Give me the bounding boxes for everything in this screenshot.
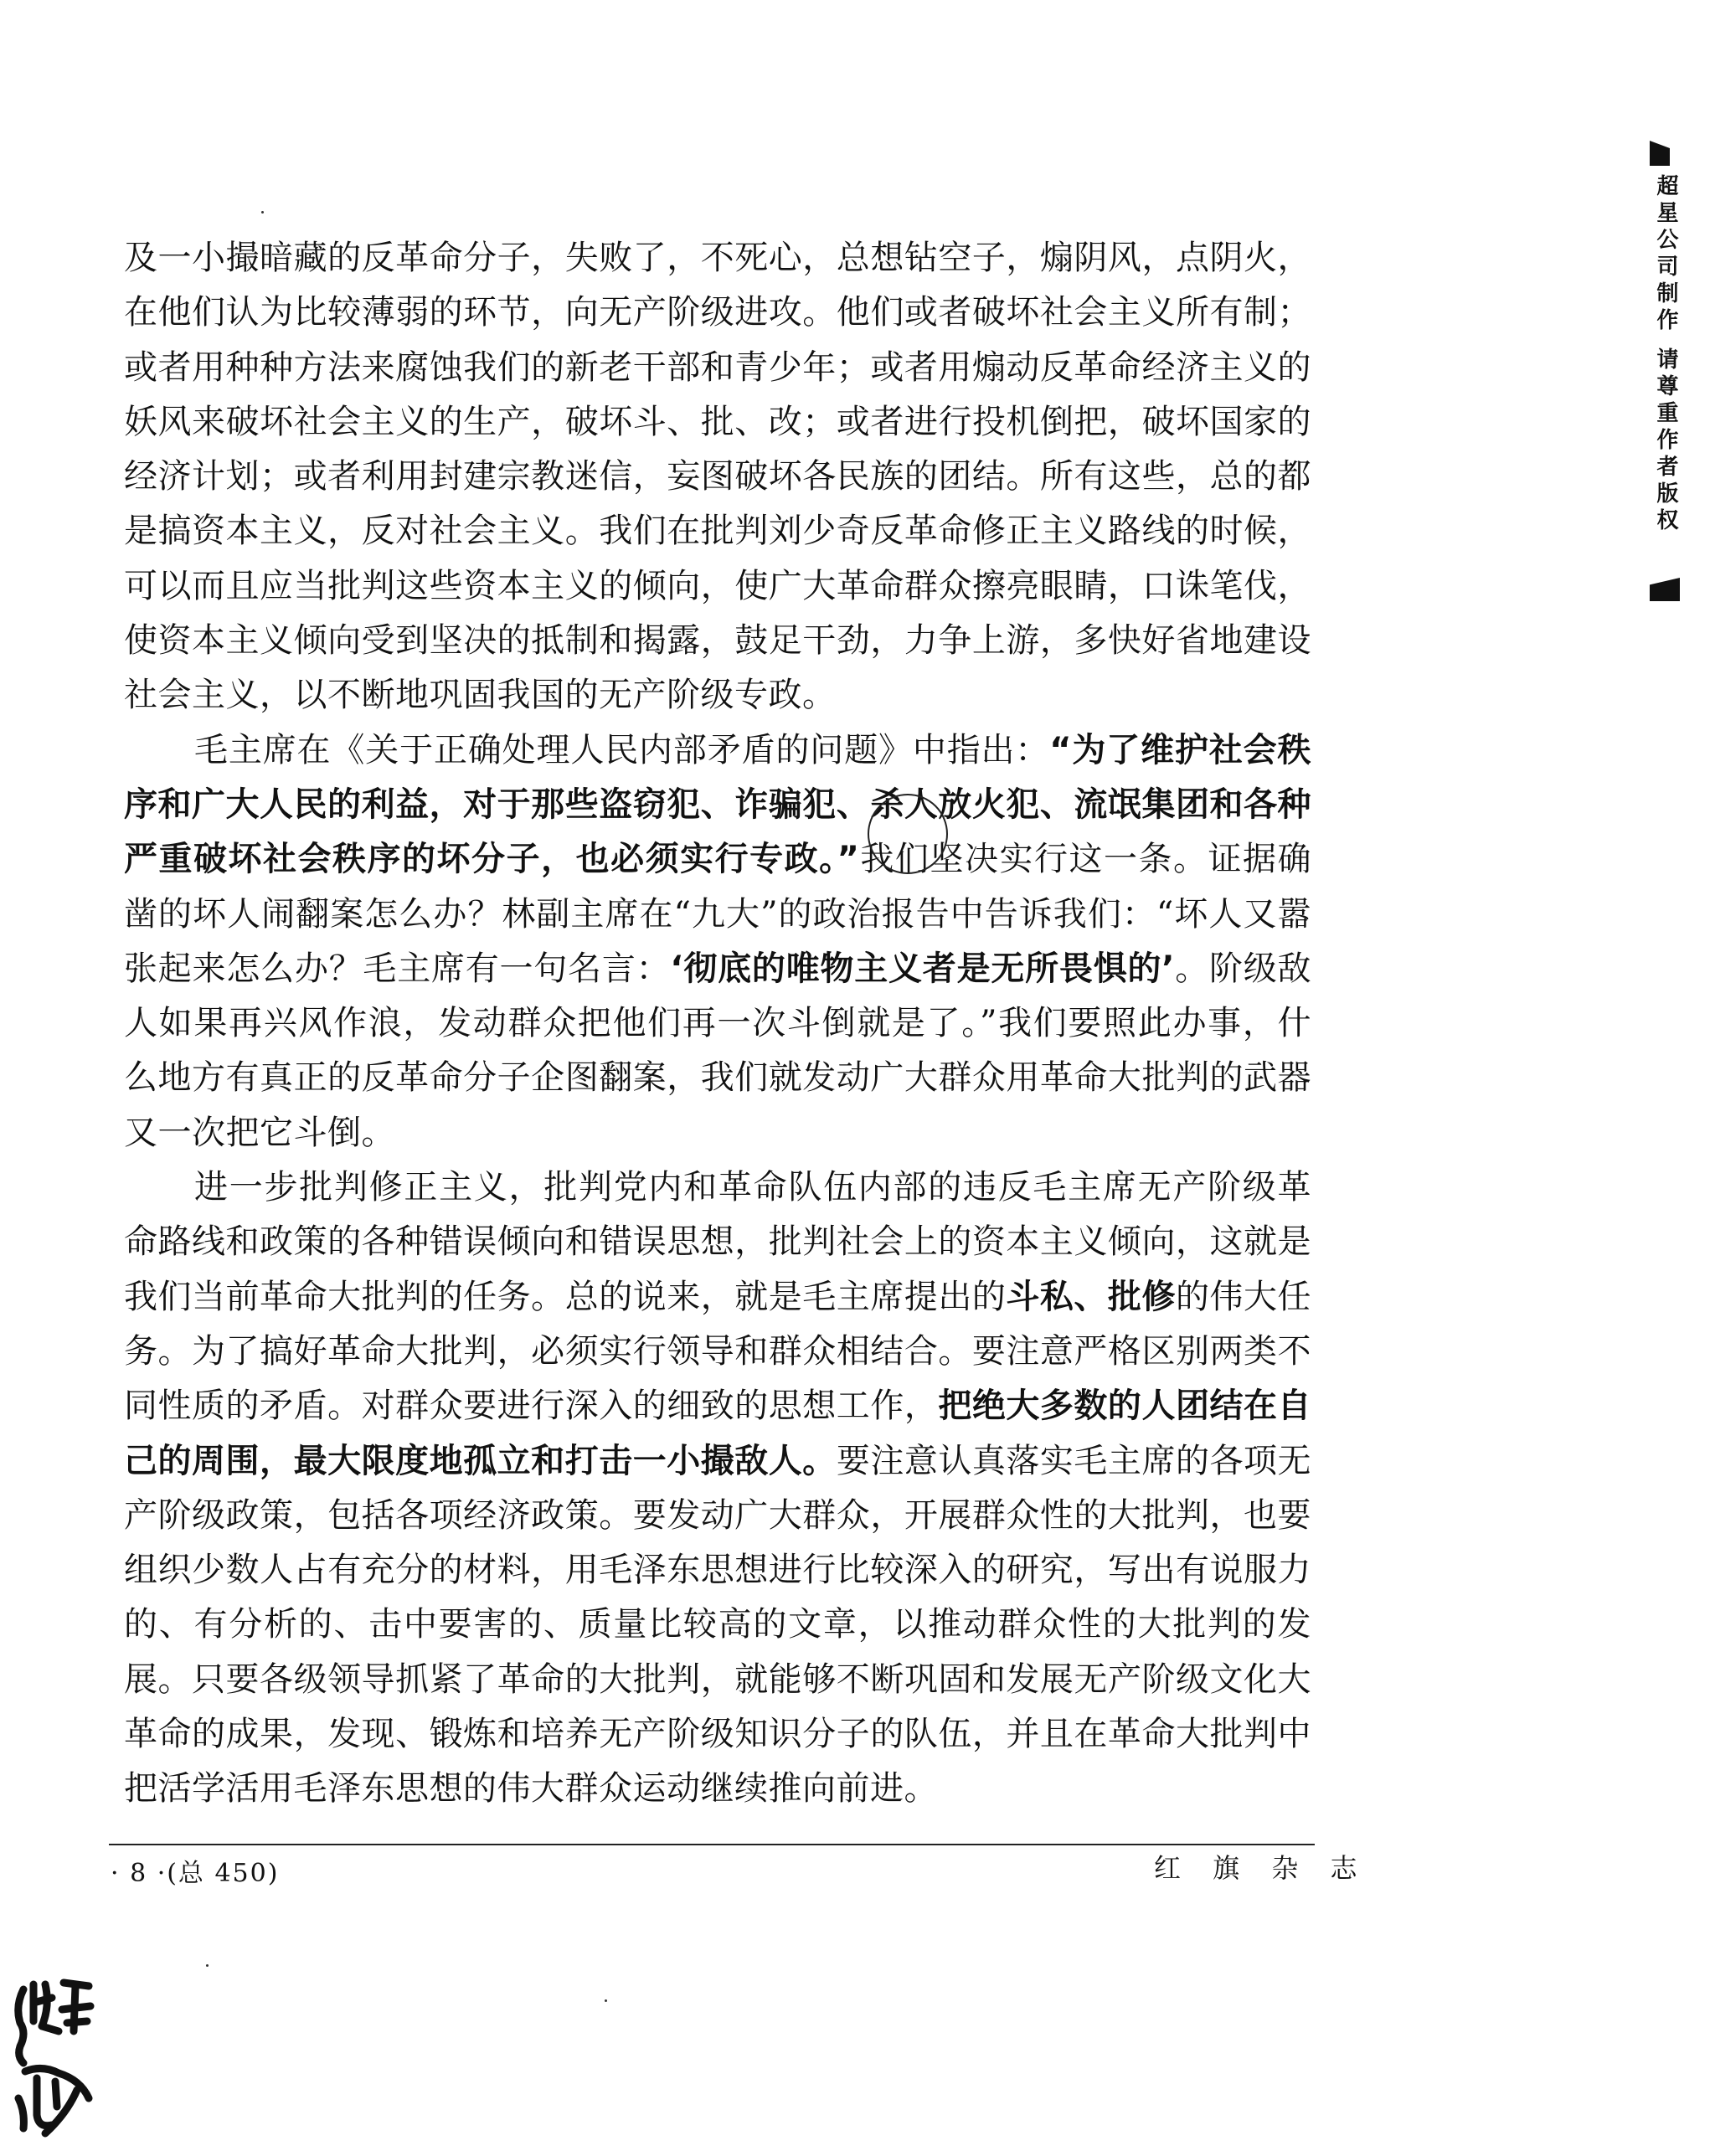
copyright-notice: 超星公司制作 请尊重作者版权 [1653,174,1678,536]
scan-speck [605,1999,607,2002]
journal-name: 红 旗 杂 志 [1154,1852,1369,1884]
paragraph-3-text-b: 的伟大任务。为了搞好革命大批判，必须实行领导和群众相结合。要注意严格区别两类不同性质的矛盾。对群众要进行深入的细致的思想工作， [124,1277,1312,1426]
page-number: · 8 ·(总 450) [111,1859,280,1888]
footer-rule [109,1844,1315,1845]
paragraph-2-maxim-bold: ‘彻底的唯物主义者是无所畏惧的’ [670,949,1175,988]
copyright-side-strip [1648,141,1698,601]
scan-speck [261,211,264,214]
side-strip-bottom-marker [1650,578,1680,601]
article-body [124,231,1311,1817]
paragraph-3 [124,1160,1311,1817]
seal-stamp-icon [8,1973,102,2140]
paragraph-3-slogan-bold: 斗私、批修 [1006,1277,1176,1316]
paragraph-2-text-b: 我们坚决实行这一条。证据确凿的坏人闹翻案怎么办？林副主席在“九大”的政治报告中告诉我们：“坏人又嚣张起来怎么办？毛主席有一句名言： [124,840,1311,988]
paragraph-3-text-c: 要注意认真落实毛主席的各项无产阶级政策，包括各项经济政策。要发动广大群众，开展群众性的大批判，也要组织少数人占有充分的材料，用毛泽东思想进行比较深入的研究，写出有说服力的、有分析的、击中要害的、质量比较高的文章，以推动群众性的大批判的发展。只要各级领导抓紧了革命的大批判，就能够不断巩固和发展无产阶级文化大革命的成果，发现、锻炼和培养无产阶级知识分子的队伍，并且在革命大批判中把活学活用毛泽东思想的伟大群众运动继续推向前进。 [124,1441,1312,1809]
paragraph-1: 及一小撮暗藏的反革命分子，失败了，不死心，总想钻空子，煽阴风，点阴火，在他们认为比较薄弱的环节，向无产阶级进攻。他们或者破坏社会主义所有制；或者用种种方法来腐蚀我们的新老干部和青少年；或者用煽动反革命经济主义的妖风来破坏社会主义的生产，破坏斗、批、改；或者进行投机倒把，破坏国家的经济计划；或者利用封建宗教迷信，妄图破坏各民族的团结。所有这些，总的都是搞资本主义，反对社会主义。我们在批判刘少奇反革命修正主义路线的时候，可以而且应当批判这些资本主义的倾向，使广大革命群众擦亮眼睛，口诛笔伐，使资本主义倾向受到坚决的抵制和揭露，鼓足干劲，力争上游，多快好省地建设社会主义，以不断地巩固我国的无产阶级专政。 [124,239,1311,715]
paragraph-2-quote-bold: “为了维护社会秩序和广大人民的利益，对于那些盗窃犯、诈骗犯、杀人放火犯、流氓集团和各种严重破坏社会秩序的坏分子，也必须实行专政。” [124,730,1312,879]
paragraph-2 [124,723,1311,1160]
paragraph-3-quote-bold: 把绝大多数的人团结在自己的周围，最大限度地孤立和打击一小撮敌人。 [124,1387,1312,1480]
paragraph-2-text-c: 。阶级敌人如果再兴风作浪，发动群众把他们再一次斗倒就是了。”我们要照此办事，什么地方有真正的反革命分子企图翻案，我们就发动广大群众用革命大批判的武器又一次把它斗倒。 [124,949,1312,1152]
side-strip-top-marker [1650,141,1670,166]
paragraph-2-text-a: 毛主席在《关于正确处理人民内部矛盾的问题》中指出： [194,730,1050,769]
scan-speck [206,1964,209,1967]
paragraph-3-text-a: 进一步批判修正主义，批判党内和革命队伍内部的违反毛主席无产阶级革命路线和政策的各种错误倾向和错误思想，批判社会上的资本主义倾向，这就是我们当前革命大批判的任务。总的说来，就是毛主席提出的 [124,1168,1311,1316]
